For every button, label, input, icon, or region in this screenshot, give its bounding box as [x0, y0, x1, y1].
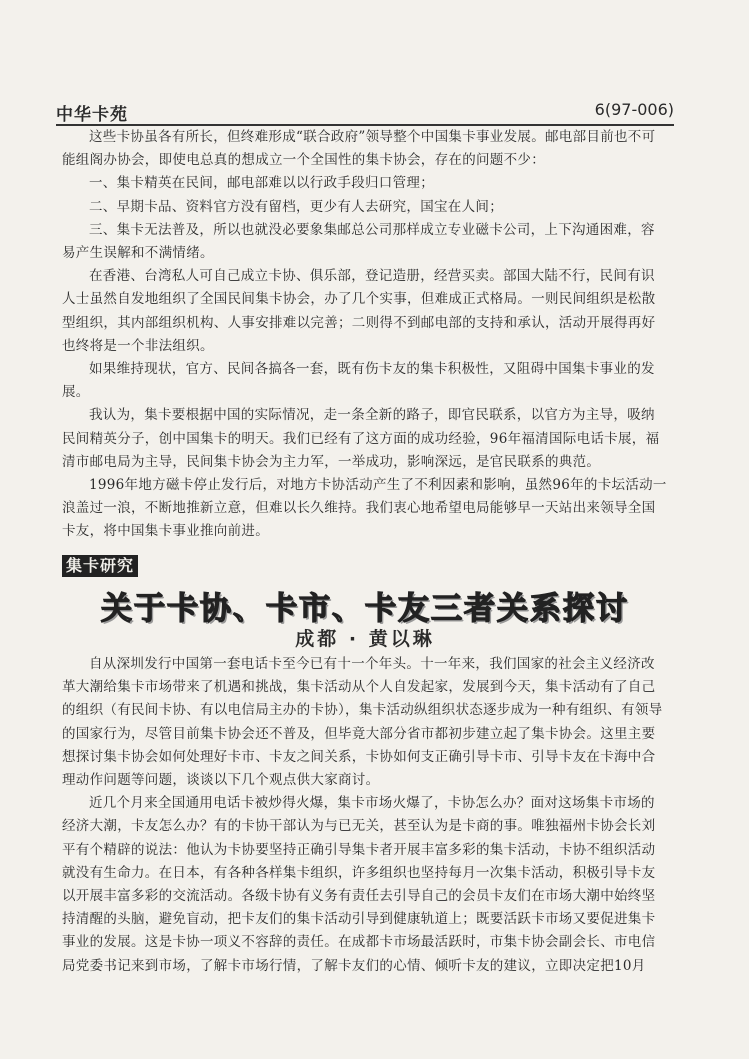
paragraph: 一、集卡精英在民间，邮电部难以以行政手段归口管理； [89, 175, 434, 192]
paragraph: 在香港、台湾私人可自己成立卡协、俱乐部，登记造册，经营买卖。部国大陆不行，民间有识人士虽然自发地组织了全国民间集卡协会，办了几个实事，但难成正式格局。一则民间组织是松散型组织，其内部组织机构、人事安排难以完善；二则得不到邮电部的支持和承认，活动开展得再好也终将是一个非法组织。 [62, 268, 656, 354]
article-byline: 成都 · 黄以琳 [295, 628, 435, 650]
paragraph: 二、早期卡品、资料官方没有留档，更少有人去研究，国宝在人间； [89, 198, 503, 215]
page-number: 6(97-006) [594, 100, 674, 119]
section-tag: 集卡研究 [62, 555, 138, 577]
article-body [62, 653, 667, 978]
paragraph: 1996年地方磁卡停止发行后，对地方卡协活动产生了不利因素和影响，虽然96年的卡坛活动一浪盖过一浪，不断地推新立意，但难以长久维持。我们衷心地希望电局能够早一天站出来领导全国卡友，将中国集卡事业推向前进。 [62, 477, 667, 540]
publication-name: 中华卡苑 [56, 105, 128, 125]
paragraph: 近几个月来全国通用电话卡被炒得火爆，集卡市场火爆了，卡协怎么办？面对这场集卡市场的经济大潮，卡友怎么办？有的卡协干部认为与已无关，甚至认为是卡商的事。唯独福州卡协会长刘平有个精辟的说法：他认为卡协要坚持正确引导集卡者开展丰富多彩的集卡活动，卡协不组织活动就没有生命力。在日本，有各种各样集卡组织，许多组织也坚持每月一次集卡活动，积极引导卡友以开展丰富多彩的交流活动。各级卡协有义务有责任去引导自己的会员卡友们在市场大潮中始终坚持清醒的头脑，避免盲动，把卡友们的集卡活动引导到健康轨道上；既要活跃卡市场又要促进集卡事业的发展。这是卡协一项义不容辞的责任。在成都卡市场最活跃时，市集卡协会副会长、市电信局党委书记来到市场，了解卡市场行情，了解卡友们的心情、倾听卡友的建议，立即决定把10月 [62, 795, 656, 974]
paragraph: 这些卡协虽各有所长，但终难形成“联合政府”领导整个中国集卡事业发展。邮电部目前也不可能组阁办协会，即使电总真的想成立一个全国性的集卡协会，存在的问题不少： [62, 129, 656, 169]
paragraph: 如果维持现状，官方、民间各搞各一套，既有伤卡友的集卡积极性，又阻碍中国集卡事业的发展。 [62, 361, 655, 401]
article-title: 关于卡协、卡市、卡友三者关系探讨 [101, 591, 629, 627]
paragraph: 自从深圳发行中国第一套电话卡至今已有十一个年头。十一年来，我们国家的社会主义经济改革大潮给集卡市场带来了机遇和挑战，集卡活动从个人自发起家，发展到今天，集卡活动有了自己的组织（有民间卡协、有以电信局主办的卡协），集卡活动纵组织状态逐步成为一种有组织、有领导的国家行为，尽管目前集卡协会还不普及，但毕竟大部分省市都初步建立起了集卡协会。这里主要想探讨集卡协会如何处理好卡市、卡友之间关系，卡协如何支正确引导卡市、引导卡友在卡海中合理动作问题等问题，谈谈以下几个观点供大家商讨。 [62, 656, 663, 789]
paragraph: 三、集卡无法普及，所以也就没必要象集邮总公司那样成立专业磁卡公司，上下沟通困难，容易产生误解和不满情绪。 [62, 221, 655, 262]
page-header [56, 100, 674, 124]
continued-article-body [62, 126, 667, 544]
paragraph: 我认为，集卡要根据中国的实际情况，走一条全新的路子，即官民联系，以官方为主导，吸纳民间精英分子，创中国集卡的明天。我们已经有了这方面的成功经验，96年福清国际电话卡展，福清市邮电局为主导，民间集卡协会为主力军，一举成功，影响深远，是官民联系的典范。 [62, 407, 660, 470]
